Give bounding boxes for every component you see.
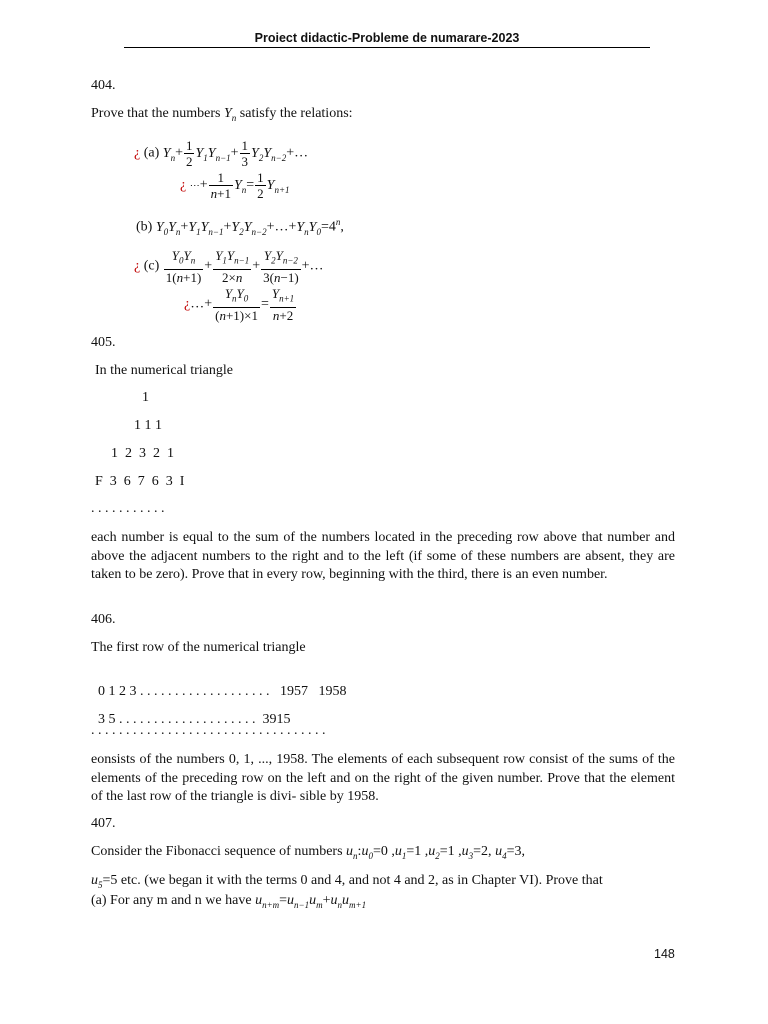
problem-407-line3: (a) For any m and n we have $u_{n+m}=u_{n-1}u_m+u_nu_{m+1}$ xyxy=(91,893,367,910)
triangle-row-1: 1 xyxy=(142,390,149,405)
triangle-row-2: 1 1 1 xyxy=(134,418,162,433)
problem-406-text: eonsists of the numbers 0, 1, ..., 1958. The elements of each subsequent row consist of the sums of the elements of the preceding row on the left and on the right of the given number. Prove that the element of the last row of the triangle is divi- sible by 1958. xyxy=(91,752,675,804)
problem-number-407: 407. xyxy=(91,816,116,831)
triangle-dots: . . . . . . . . . . . xyxy=(91,501,165,516)
page-number: 148 xyxy=(654,947,675,961)
problem-406-intro: The first row of the numerical triangle xyxy=(91,640,306,655)
problem-number-405: 405. xyxy=(91,335,116,350)
problem-407-line2: $u_5=5$ etc. (we began it with the terms 0 and 4, and not 4 and 2, as in Chapter VI). Prove that xyxy=(91,873,603,890)
page-header: Proiect didactic-Probleme de numarare-2023 xyxy=(124,31,650,48)
problem-405-text: each number is equal to the sum of the numbers located in the preceding row above that number and above the adjacent numbers to the right and to the left (if some of these numbers are absent, they are taken to be zero). Prove that in every row, beginning with the third, there is an even number. xyxy=(91,530,675,582)
relation-b: (b) $Y_0Y_n+Y_1Y_{n-1}+Y_2Y_{n-2}+\dots+Y_nY_0=4^n$, xyxy=(136,217,344,237)
triangle-row-3: 1 2 3 2 1 xyxy=(111,446,174,461)
problem-407-intro: Consider the Fibonacci sequence of numbers $u_n:u_0=0$ $,u_1=1$ $,u_2=1$ $,u_3=2$, $u_4=3$, xyxy=(91,844,525,861)
triangle406-row-1: 0 1 2 3 . . . . . . . . . . . . . . . . . . . 1957 1958 xyxy=(98,684,347,699)
triangle406-dots: . . . . . . . . . . . . . . . . . . . . . . . . . . . . . . . . . . xyxy=(91,723,326,738)
relation-c-line2: ¿…+ $\frac{Y_nY_0}{(n+1)\times 1}$ = $\frac{Y_{n+1}}{n+2}$ xyxy=(184,286,295,323)
problem-number-404: 404. xyxy=(91,78,116,93)
relation-a-line1: ¿ (a) $Y_n+$ $\frac{1}{2}$ $Y_1Y_{n-1}+$ $\frac{1}{3}$ $Y_2Y_{n-2}+\dots$ xyxy=(134,138,309,169)
triangle406-row-2: 3 5 . . . . . . . . . . . . . . . . . . . . 3915 xyxy=(98,712,291,727)
relation-a-line2: ¿ ⋯+ $\frac{1}{n+1}$ $Y_n=$ $\frac{1}{2}$ $Y_{n+1}$ xyxy=(180,170,290,201)
problem-number-406: 406. xyxy=(91,612,116,627)
triangle-row-4: F 3 6 7 6 3 I xyxy=(95,474,185,489)
relation-c-line1: ¿ (c) $\frac{Y_0Y_n}{1(n+1)}$ + $\frac{Y_1Y_{n-1}}{2\times n}$ + $\frac{Y_2Y_{n-2}}{3(n-1)}$ +… xyxy=(134,248,324,285)
problem-404-intro: Prove that the numbers $Y_n$ satisfy the relations: xyxy=(91,106,353,123)
problem-405-intro: In the numerical triangle xyxy=(95,363,233,378)
